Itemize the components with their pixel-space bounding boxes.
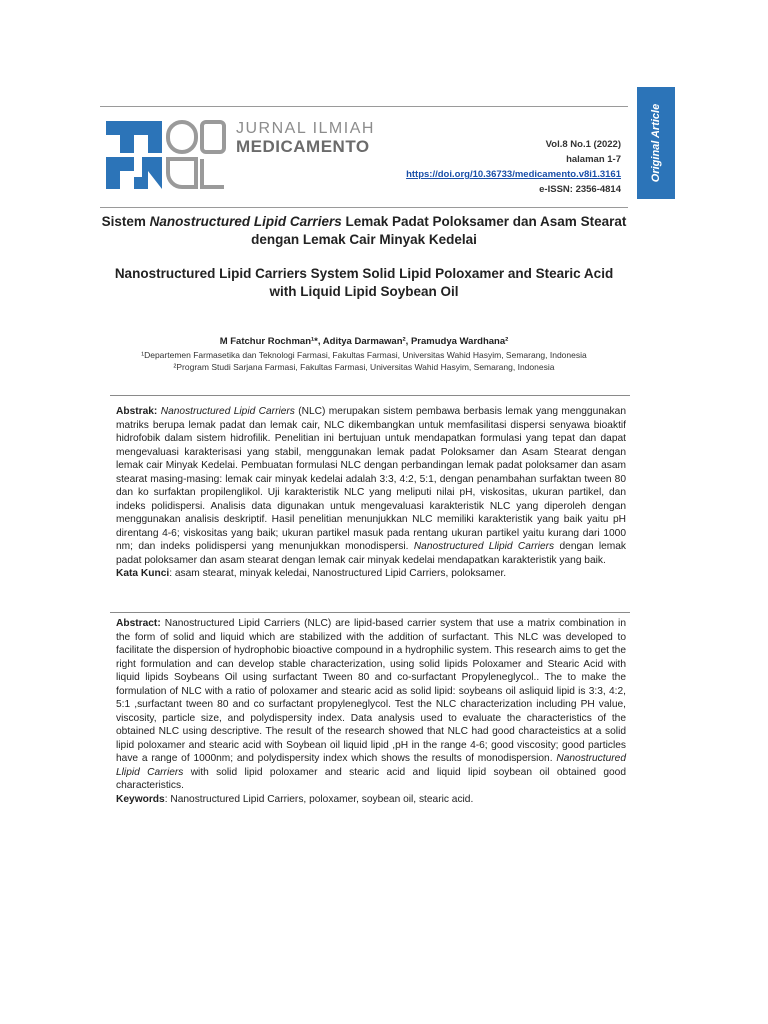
journal-name <box>236 120 375 156</box>
header-top-rule <box>100 106 628 107</box>
title-id-italic: Nanostructured Lipid Carriers <box>149 214 342 229</box>
affiliation-2: ²Program Studi Sarjana Farmasi, Fakultas Farmasi, Universitas Wahid Hasyim, Semarang, Indonesia <box>173 362 555 372</box>
authors: M Fatchur Rochman¹*, Aditya Darmawan², Pramudya Wardhana² <box>219 336 509 347</box>
abstract-english <box>116 617 626 806</box>
kw-id-text: : asam stearat, minyak keledai, Nanostructured Lipid Carriers, poloksamer. <box>169 568 507 579</box>
abstract-id-paragraph <box>116 405 626 567</box>
abstract-en-label: Abstract: <box>116 618 161 629</box>
abstract-en-paragraph <box>116 617 626 793</box>
abstract-en-body1: Nanostructured Lipid Carriers (NLC) are lipid-based carrier system that use a matrix combination in the form of solid and liquid which are stabilized with the addition of surfactant. This NLC was developed to facilitate the dispersion of hydrophobic bioactive compound in a hydrophilic system. This research aims to get the right formulation and can develop stable characterization, using solid lipids Poloxamer and Stearic Acid with liquid lipids Soybeans Oil using surfactant Tween 80 and co-surfactant Propyleneglycol.. The to make the formulation of NLC with a ratio of poloxamer and stearic acid as solid lipid: soybeans oil asliquid lipid is 3:3, 4:2, 5:1 ,surfactant tween 80 and co surfactant propyleneglycol. Test the NLC characterization including PH value, viscosity, particle size, and polydispersity index. Data analysis used to evaluate the characteristics of the obtained NLC using descriptive. The result of the research showed that NLC had good characteistics at a solid lipid poloxamer and stearic acid with Soybean oil liquid lipid ,pH in the range 4-6; good viscosity; good particles have a range of 1000nm; and polydispersity index which shows the results of monodispersion. <box>116 618 626 764</box>
abstract-en-body2: with solid lipid poloxamer and stearic acid and liquid lipid soybean oil obtained good characteristics. <box>116 766 626 791</box>
article-type-label: Original Article <box>650 103 663 183</box>
keywords-indonesian <box>116 567 626 581</box>
abstract-indonesian <box>116 405 626 581</box>
article-type-tag <box>637 87 675 199</box>
pages: halaman 1-7 <box>566 154 621 165</box>
kw-en-label: Keywords <box>116 793 165 805</box>
abstract-en-italic-mid: Nanostructured Llipid Carriers <box>116 753 626 778</box>
journal-name-line2: MEDICAMENTO <box>236 137 370 156</box>
keywords-english <box>116 793 626 807</box>
abstract-top-rule <box>110 395 630 396</box>
volume: Vol.8 No.1 (2022) <box>545 139 621 150</box>
abstract-id-body2: dengan lemak padat poloksamer dan asam stearat dengan lemak cair minyak kedelai mendapatkan karakteristik yang baik. <box>116 541 626 566</box>
eissn: e-ISSN: 2356-4814 <box>539 184 621 195</box>
abstract-divider-rule <box>110 612 630 613</box>
title-id-post: Lemak Padat Poloksamer dan Asam Stearat dengan Lemak Cair Minyak Kedelai <box>251 214 627 247</box>
kw-en-text: : Nanostructured Lipid Carriers, poloxamer, soybean oil, stearic acid. <box>164 793 474 805</box>
journal-name-line1: JURNAL ILMIAH <box>236 120 375 137</box>
title-id-pre: Sistem <box>101 214 150 229</box>
abstract-id-italic-mid: Nanostructured Llipid Carriers <box>413 541 555 552</box>
title-indonesian <box>100 213 628 249</box>
header-bottom-rule <box>100 207 628 208</box>
journal-logo <box>104 119 228 196</box>
kw-id-label: Kata Kunci <box>116 568 170 579</box>
abstract-id-italic-start: Nanostructured Lipid Carriers <box>160 406 295 417</box>
abstract-id-body1: (NLC) merupakan sistem pembawa berbasis lemak yang menggunakan matriks berupa lemak padat dan lemak cair, NLC dikembangkan untuk memfasilitasi dispersi senyawa bioaktif hidrofobik dalam sistem hidrofilik. Penelitian ini bertujuan untuk mendapatkan formulasi yang tepat dan dapat mengevaluasi karakterisasi yang stabil, menggunakan lemak padat Poloksamer dan Asam Stearat dengan lemak cair Minyak Kedelai. Pembuatan formulasi NLC dengan perbandingan lemak padat poloksamer dan asam stearat masing-masing: lemak cair minyak kedelai adalah 3:3, 4:2, 5:1, dengan penambahan surfaktan tween 80 dan ko surfaktan propilenglikol. Uji karakteristik NLC yang meliputi nilai pH, viskositas, ukuran partikel, dan indeks polidispersi. Analisis data digunakan untuk mengevaluasi karakteristik NLC yang diperoleh dengan menggunakan analisis deskriptif. Hasil penelitian menunjukkan NLC memiliki karakteristik yang baik yaitu pH direntang 4-6; viskositas yang baik; ukuran partikel masuk pada rentang ukuran partikel yaitu kurang dari 1000 nm; dan indeks polidispersi yang menunjukkan monodispersi. <box>116 406 626 552</box>
journal-logo-icon <box>104 119 228 191</box>
abstract-id-label: Abstrak: <box>116 406 158 417</box>
journal-meta <box>406 137 621 197</box>
affiliation-1: ¹Departemen Farmasetika dan Teknologi Farmasi, Fakultas Farmasi, Universitas Wahid Hasyim, Semarang, Indonesia <box>141 350 587 360</box>
doi-link[interactable]: https://doi.org/10.36733/medicamento.v8i1.3161 <box>406 169 621 180</box>
title-english: Nanostructured Lipid Carriers System Solid Lipid Poloxamer and Stearic Acid with Liquid Lipid Soybean Oil <box>114 266 614 299</box>
